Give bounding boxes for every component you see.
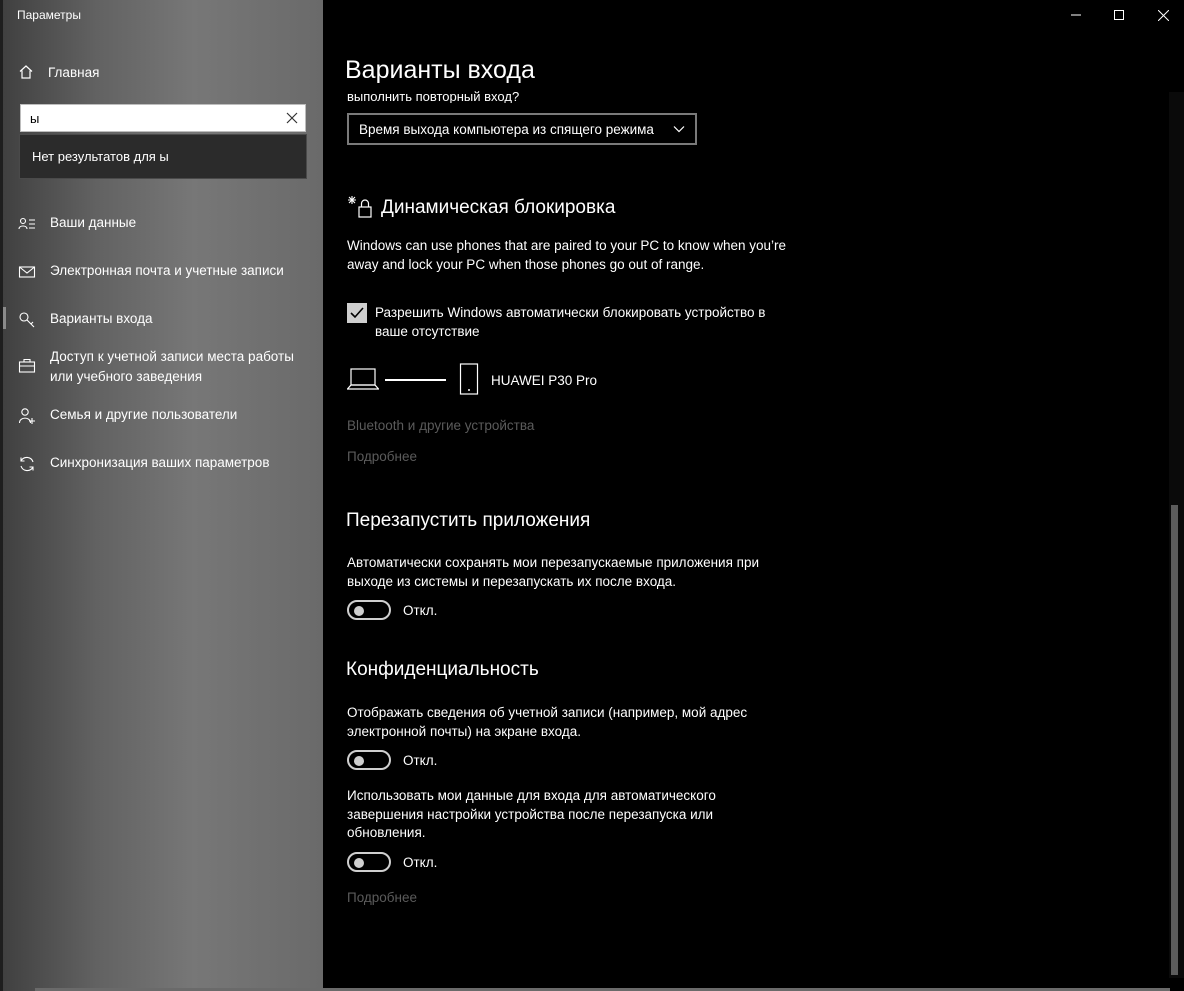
toggle-knob bbox=[354, 756, 364, 766]
signin-info-toggle[interactable] bbox=[347, 852, 391, 872]
close-icon bbox=[1158, 10, 1169, 21]
home-icon bbox=[18, 64, 34, 80]
sidebar-item-sign-in-options[interactable] bbox=[18, 309, 153, 329]
restart-apps-title: Перезапустить приложения bbox=[346, 510, 591, 531]
sidebar-item-label: Синхронизация ваших параметров bbox=[50, 455, 270, 470]
sidebar-edge bbox=[0, 0, 3, 991]
sidebar-item-email[interactable] bbox=[18, 261, 284, 281]
account-details-toggle-state: Откл. bbox=[403, 753, 438, 768]
privacy-title: Конфиденциальность bbox=[346, 659, 539, 680]
privacy-learn-more-link[interactable]: Подробнее bbox=[347, 890, 418, 905]
restart-apps-description: Автоматически сохранять мои перезапускаемые приложения при выходе из системы и перезапускать их после входа. bbox=[347, 555, 760, 589]
person-card-icon bbox=[18, 215, 36, 233]
sidebar bbox=[0, 0, 323, 991]
account-details-toggle[interactable] bbox=[347, 750, 391, 770]
bluetooth-link[interactable]: Bluetooth и другие устройства bbox=[347, 418, 535, 433]
sidebar-item-label: Варианты входа bbox=[50, 311, 153, 326]
search-input[interactable] bbox=[30, 109, 270, 127]
laptop-icon bbox=[347, 366, 379, 392]
minimize-button[interactable] bbox=[1056, 0, 1096, 30]
sync-icon bbox=[18, 455, 36, 473]
briefcase-icon bbox=[18, 357, 36, 375]
signin-info-toggle-state: Откл. bbox=[403, 855, 438, 870]
chevron-down-icon bbox=[673, 124, 685, 134]
restart-apps-toggle[interactable] bbox=[347, 600, 391, 620]
toggle-knob bbox=[354, 606, 364, 616]
maximize-icon bbox=[1114, 10, 1124, 20]
page-title: Варианты входа bbox=[345, 56, 535, 84]
pairing-line bbox=[385, 379, 446, 381]
mail-icon bbox=[18, 263, 36, 281]
clear-icon[interactable] bbox=[286, 112, 298, 124]
dropdown-value: Время выхода компьютера из спящего режима bbox=[359, 121, 654, 137]
sidebar-item-label: Доступ к учетной записи места работы или учебного заведения bbox=[50, 349, 294, 384]
minimize-icon bbox=[1071, 10, 1081, 20]
home-label: Главная bbox=[48, 64, 100, 80]
sidebar-item-label: Ваши данные bbox=[50, 215, 137, 230]
signin-info-description: Использовать мои данные для входа для автоматического завершения настройки устройства после перезапуска или обновления. bbox=[347, 788, 716, 840]
learn-more-link[interactable]: Подробнее bbox=[347, 449, 418, 464]
app-title: Параметры bbox=[17, 8, 81, 22]
toggle-knob bbox=[354, 858, 364, 868]
paired-device-name: HUAWEI P30 Pro bbox=[491, 373, 598, 388]
sidebar-item-label: Семья и другие пользователи bbox=[50, 407, 238, 422]
maximize-button[interactable] bbox=[1099, 0, 1139, 30]
close-button[interactable] bbox=[1143, 0, 1183, 30]
sidebar-item-work-access[interactable] bbox=[18, 347, 310, 387]
home-nav-item[interactable] bbox=[18, 61, 99, 83]
restart-apps-toggle-state: Откл. bbox=[403, 603, 438, 618]
key-icon bbox=[18, 311, 36, 329]
dynamic-lock-checkbox-label[interactable]: Разрешить Windows автоматически блокировать устройство в ваше отсутствие bbox=[375, 305, 766, 339]
account-details-description: Отображать сведения об учетной записи (например, мой адрес электронной почты) на экране входа. bbox=[347, 705, 748, 739]
active-item-indicator bbox=[3, 307, 6, 329]
dynamic-lock-icon bbox=[345, 195, 375, 221]
dynamic-lock-checkbox[interactable] bbox=[347, 303, 367, 323]
search-suggestions bbox=[19, 134, 307, 179]
scrollbar-thumb[interactable] bbox=[1171, 505, 1178, 975]
sidebar-item-your-info[interactable] bbox=[18, 213, 136, 233]
dynamic-lock-title: Динамическая блокировка bbox=[381, 197, 616, 218]
sidebar-item-family[interactable] bbox=[18, 405, 237, 425]
dynamic-lock-description: Windows can use phones that are paired to your PC to know when you’re away and lock your PC when those phones go out of range. bbox=[347, 238, 786, 272]
checkmark-icon bbox=[347, 303, 367, 323]
sidebar-item-sync[interactable] bbox=[18, 453, 270, 473]
reauth-label: выполнить повторный вход? bbox=[347, 89, 520, 103]
search-box[interactable] bbox=[20, 104, 306, 132]
phone-icon bbox=[459, 363, 479, 395]
sidebar-item-label: Электронная почта и учетные записи bbox=[50, 263, 284, 278]
person-add-icon bbox=[18, 407, 36, 425]
wake-requirement-dropdown[interactable] bbox=[347, 113, 697, 145]
no-results-text: Нет результатов для ы bbox=[32, 149, 169, 164]
